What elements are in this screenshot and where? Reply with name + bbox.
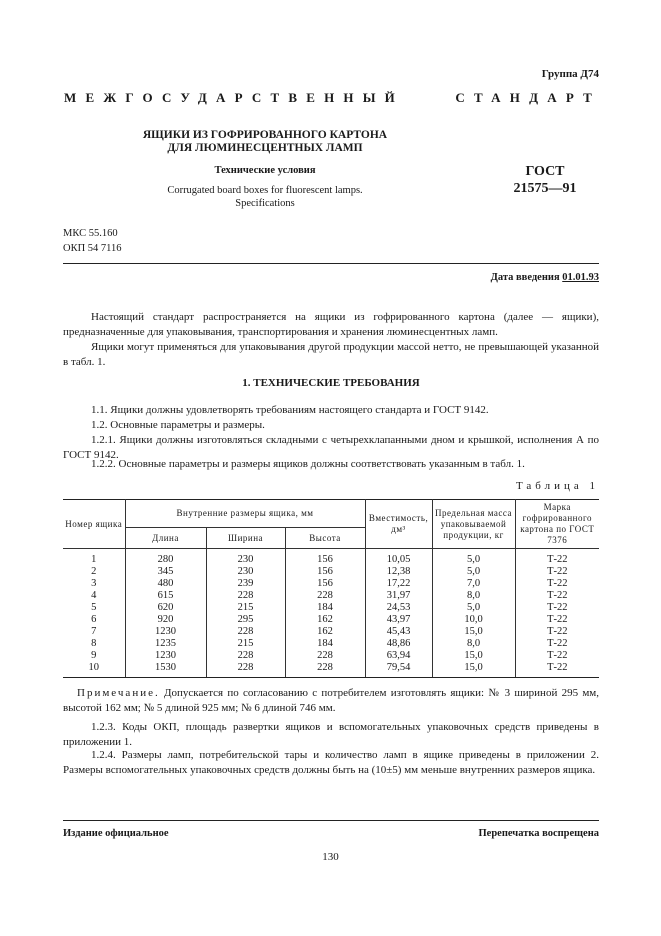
cell-board-grade: Т-22 bbox=[515, 638, 599, 650]
clause-1-2-1: 1.2.1. Ящики должны изготовляться складными с четырехклапанными дном и крышкой, исполнения А по ГОСТ 9142. bbox=[63, 434, 599, 461]
cell-length: 480 bbox=[125, 578, 206, 590]
table-note bbox=[63, 686, 599, 716]
cell-width: 215 bbox=[206, 638, 285, 650]
cell-height: 228 bbox=[285, 590, 365, 602]
footer-divider bbox=[63, 820, 599, 821]
table-row bbox=[63, 566, 599, 578]
table-body bbox=[63, 549, 599, 678]
table-row bbox=[63, 578, 599, 590]
document-subtitle: Технические условия bbox=[214, 165, 316, 176]
cell-height: 162 bbox=[285, 626, 365, 638]
cell-board-grade: Т-22 bbox=[515, 566, 599, 578]
box-dimensions-table bbox=[63, 499, 599, 678]
cell-board-grade: Т-22 bbox=[515, 662, 599, 678]
cell-capacity: 63,94 bbox=[365, 650, 432, 662]
intro-paragraph-2: Ящики могут применяться для упаковывания другой продукции массой нетто, не превышающей указанной в табл. 1. bbox=[63, 341, 599, 368]
table-row bbox=[63, 662, 599, 678]
header-length: Длина bbox=[125, 528, 206, 549]
cell-width: 228 bbox=[206, 626, 285, 638]
table-row bbox=[63, 602, 599, 614]
effective-date-label: Дата введения bbox=[490, 272, 560, 283]
cell-box-number: 8 bbox=[63, 638, 125, 650]
official-edition: Издание официальное bbox=[63, 828, 169, 839]
cell-capacity: 45,43 bbox=[365, 626, 432, 638]
header-divider bbox=[63, 263, 599, 264]
header-height: Высота bbox=[285, 528, 365, 549]
cell-max-mass: 8,0 bbox=[432, 590, 515, 602]
cell-box-number: 1 bbox=[63, 549, 125, 567]
cell-board-grade: Т-22 bbox=[515, 578, 599, 590]
interstate-label: МЕЖГОСУДАРСТВЕННЫЙ bbox=[64, 90, 404, 105]
classification-codes bbox=[63, 226, 122, 256]
document-title bbox=[130, 129, 400, 155]
gost-code: 21575—91 bbox=[513, 181, 577, 196]
cell-max-mass: 8,0 bbox=[432, 638, 515, 650]
cell-max-mass: 15,0 bbox=[432, 650, 515, 662]
cell-length: 920 bbox=[125, 614, 206, 626]
cell-height: 184 bbox=[285, 638, 365, 650]
clause-1-2: 1.2. Основные параметры и размеры. bbox=[91, 419, 265, 431]
header-inner-dimensions: Внутренние размеры ящика, мм bbox=[125, 500, 365, 528]
cell-capacity: 48,86 bbox=[365, 638, 432, 650]
cell-width: 230 bbox=[206, 549, 285, 567]
gost-label: ГОСТ bbox=[525, 164, 565, 179]
cell-board-grade: Т-22 bbox=[515, 626, 599, 638]
cell-max-mass: 5,0 bbox=[432, 602, 515, 614]
cell-length: 1230 bbox=[125, 650, 206, 662]
cell-width: 228 bbox=[206, 650, 285, 662]
cell-max-mass: 15,0 bbox=[432, 662, 515, 678]
header-board-grade: Марка гофрированного картона по ГОСТ 7376 bbox=[515, 500, 599, 549]
cell-height: 184 bbox=[285, 602, 365, 614]
cell-width: 230 bbox=[206, 566, 285, 578]
cell-board-grade: Т-22 bbox=[515, 549, 599, 567]
cell-max-mass: 15,0 bbox=[432, 626, 515, 638]
cell-box-number: 3 bbox=[63, 578, 125, 590]
cell-height: 156 bbox=[285, 566, 365, 578]
cell-length: 1235 bbox=[125, 638, 206, 650]
cell-box-number: 9 bbox=[63, 650, 125, 662]
table-row bbox=[63, 614, 599, 626]
cell-length: 1230 bbox=[125, 626, 206, 638]
cell-box-number: 5 bbox=[63, 602, 125, 614]
cell-capacity: 12,38 bbox=[365, 566, 432, 578]
header-capacity: Вместимость, дм³ bbox=[365, 500, 432, 549]
table-row bbox=[63, 650, 599, 662]
cell-length: 620 bbox=[125, 602, 206, 614]
cell-width: 239 bbox=[206, 578, 285, 590]
cell-length: 280 bbox=[125, 549, 206, 567]
english-title bbox=[130, 184, 400, 210]
cell-width: 228 bbox=[206, 662, 285, 678]
cell-max-mass: 5,0 bbox=[432, 566, 515, 578]
cell-box-number: 6 bbox=[63, 614, 125, 626]
cell-width: 295 bbox=[206, 614, 285, 626]
english-title-line-1: Corrugated board boxes for fluorescent lamps. bbox=[167, 185, 363, 196]
cell-height: 228 bbox=[285, 662, 365, 678]
table-caption: Таблица 1 bbox=[515, 480, 599, 492]
note-text: Допускается по согласованию с потребителем изготовлять ящики: № 3 шириной 295 мм, высотой 162 мм; № 5 длиной 925 мм; № 6 длиной 746 мм. bbox=[63, 687, 600, 714]
group-code: Группа Д74 bbox=[541, 68, 599, 80]
clause-1-2-2: 1.2.2. Основные параметры и размеры ящиков должны соответствовать указанным в табл. 1. bbox=[91, 458, 525, 470]
title-line-2: ДЛЯ ЛЮМИНЕСЦЕНТНЫХ ЛАМП bbox=[167, 142, 363, 154]
cell-capacity: 31,97 bbox=[365, 590, 432, 602]
cell-box-number: 7 bbox=[63, 626, 125, 638]
effective-date-value: 01.01.93 bbox=[562, 272, 599, 283]
standard-label: СТАНДАРТ bbox=[455, 90, 601, 105]
title-line-1: ЯЩИКИ ИЗ ГОФРИРОВАННОГО КАРТОНА bbox=[142, 129, 388, 141]
table-row bbox=[63, 626, 599, 638]
clause-1-2-3: 1.2.3. Коды ОКП, площадь развертки ящиков и вспомогательных упаковочных средств приведены в приложении 1. bbox=[63, 721, 599, 748]
cell-max-mass: 10,0 bbox=[432, 614, 515, 626]
clause-1-2-4: 1.2.4. Размеры ламп, потребительской тары и количество ламп в ящике приведены в приложении 2. Размеры вспомогательных упаковочных средств должны быть на (10±5) мм меньше внутренних размеров ящика. bbox=[63, 749, 599, 776]
reprint-prohibited: Перепечатка воспрещена bbox=[478, 828, 599, 839]
effective-date bbox=[491, 272, 599, 283]
english-title-line-2: Specifications bbox=[235, 198, 295, 209]
cell-box-number: 10 bbox=[63, 662, 125, 678]
cell-length: 615 bbox=[125, 590, 206, 602]
cell-max-mass: 7,0 bbox=[432, 578, 515, 590]
table-row bbox=[63, 590, 599, 602]
table-row bbox=[63, 638, 599, 650]
header-width: Ширина bbox=[206, 528, 285, 549]
cell-width: 228 bbox=[206, 590, 285, 602]
mks-code: МКС 55.160 bbox=[63, 228, 118, 239]
okp-code: ОКП 54 7116 bbox=[63, 243, 122, 254]
intro-paragraph-1: Настоящий стандарт распространяется на ящики из гофрированного картона (далее — ящики), предназначенные для упаковывания, транспортирования и хранения люминесцентных ламп. bbox=[63, 311, 599, 338]
cell-height: 162 bbox=[285, 614, 365, 626]
cell-height: 228 bbox=[285, 650, 365, 662]
cell-capacity: 43,97 bbox=[365, 614, 432, 626]
header-max-mass: Предельная масса упаковываемой продукции, кг bbox=[432, 500, 515, 549]
header-box-number: Номер ящика bbox=[63, 500, 125, 549]
note-label: Примечание. bbox=[77, 687, 160, 699]
cell-capacity: 17,22 bbox=[365, 578, 432, 590]
cell-height: 156 bbox=[285, 578, 365, 590]
cell-capacity: 24,53 bbox=[365, 602, 432, 614]
cell-length: 345 bbox=[125, 566, 206, 578]
cell-capacity: 10,05 bbox=[365, 549, 432, 567]
cell-board-grade: Т-22 bbox=[515, 602, 599, 614]
cell-height: 156 bbox=[285, 549, 365, 567]
cell-box-number: 4 bbox=[63, 590, 125, 602]
cell-board-grade: Т-22 bbox=[515, 650, 599, 662]
cell-max-mass: 5,0 bbox=[432, 549, 515, 567]
cell-board-grade: Т-22 bbox=[515, 590, 599, 602]
cell-box-number: 2 bbox=[63, 566, 125, 578]
gost-number bbox=[495, 163, 595, 197]
cell-capacity: 79,54 bbox=[365, 662, 432, 678]
page-number: 130 bbox=[322, 851, 339, 863]
cell-length: 1530 bbox=[125, 662, 206, 678]
cell-board-grade: Т-22 bbox=[515, 614, 599, 626]
clause-1-1: 1.1. Ящики должны удовлетворять требованиям настоящего стандарта и ГОСТ 9142. bbox=[91, 404, 489, 416]
table-row bbox=[63, 549, 599, 567]
section-heading: 1. ТЕХНИЧЕСКИЕ ТРЕБОВАНИЯ bbox=[242, 377, 420, 389]
cell-width: 215 bbox=[206, 602, 285, 614]
